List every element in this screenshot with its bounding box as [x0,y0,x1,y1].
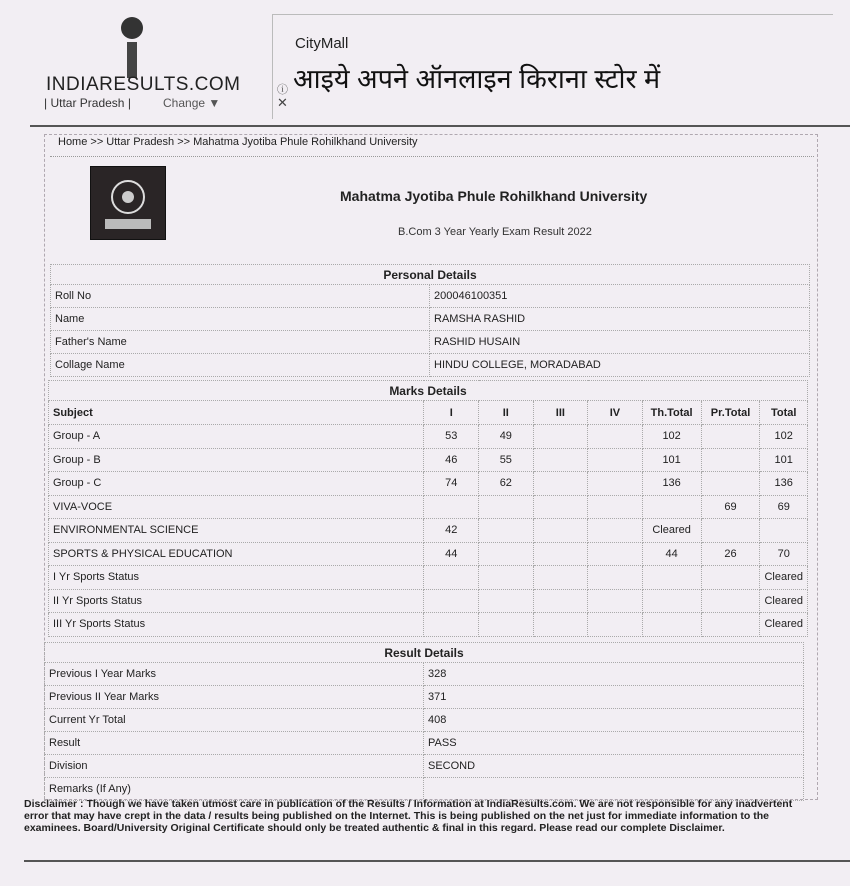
mark-cell [642,589,701,613]
column-header: III [533,401,588,425]
mark-cell: Cleared [642,519,701,543]
table-row [49,425,808,449]
mark-cell [701,519,760,543]
column-header: Pr.Total [701,401,760,425]
mark-cell [479,589,534,613]
mark-cell: 101 [760,448,808,472]
roll-no-value: 200046100351 [430,285,810,308]
subject-cell: I Yr Sports Status [49,566,424,590]
row-label: Name [51,308,430,331]
mark-cell [642,495,701,519]
subject-cell: II Yr Sports Status [49,589,424,613]
row-label: Division [45,755,424,778]
mark-cell [642,613,701,637]
info-icon[interactable]: ⓘ [277,84,288,96]
personal-details-table [50,264,810,377]
mark-cell [533,519,588,543]
mark-cell [424,495,479,519]
mark-cell [588,495,643,519]
mark-cell [479,613,534,637]
prev-2-marks-value: 371 [424,686,804,709]
marks-details-table [48,380,808,637]
table-row [49,495,808,519]
close-icon[interactable]: ✕ [277,95,288,110]
footer-divider [24,860,850,862]
mark-cell: 102 [760,425,808,449]
mark-cell [642,566,701,590]
row-label: Previous II Year Marks [45,686,424,709]
column-header: Subject [49,401,424,425]
division-value: SECOND [424,755,804,778]
subject-cell: Group - A [49,425,424,449]
mark-cell [588,566,643,590]
row-label: Result [45,732,424,755]
table-row [51,354,810,377]
row-label: Roll No [51,285,430,308]
mark-cell [588,542,643,566]
table-row [49,589,808,613]
mark-cell [701,448,760,472]
exam-title: B.Com 3 Year Yearly Exam Result 2022 [398,226,592,238]
mark-cell: 136 [642,472,701,496]
name-value: RAMSHA RASHID [430,308,810,331]
mark-cell [533,566,588,590]
logo-person-icon [112,16,152,80]
change-region-link[interactable]: Change ▼ [163,96,221,110]
site-header [0,0,850,125]
column-header: Th.Total [642,401,701,425]
mark-cell [479,542,534,566]
table-row [45,686,804,709]
mark-cell [533,613,588,637]
mark-cell: 42 [424,519,479,543]
mark-cell: 101 [642,448,701,472]
table-row [45,709,804,732]
table-row [49,519,808,543]
university-logo [90,166,166,240]
college-name-value: HINDU COLLEGE, MORADABAD [430,354,810,377]
mark-cell [533,425,588,449]
table-row [45,755,804,778]
mark-cell: Cleared [760,613,808,637]
father-name-value: RASHID HUSAIN [430,331,810,354]
column-header: Total [760,401,808,425]
mark-cell: 44 [424,542,479,566]
mark-cell: 136 [760,472,808,496]
mark-cell: 26 [701,542,760,566]
university-name: Mahatma Jyotiba Phule Rohilkhand University [340,188,648,204]
marks-header-row [49,401,808,425]
table-row [51,308,810,331]
mark-cell: 70 [760,542,808,566]
row-label: Previous I Year Marks [45,663,424,686]
mark-cell: 74 [424,472,479,496]
mark-cell: 102 [642,425,701,449]
mark-cell [701,613,760,637]
mark-cell [479,519,534,543]
mark-cell: 69 [701,495,760,519]
mark-cell [533,448,588,472]
mark-cell [533,589,588,613]
subject-cell: Group - B [49,448,424,472]
prev-1-marks-value: 328 [424,663,804,686]
table-row [51,331,810,354]
table-row [49,542,808,566]
site-logo-text[interactable]: INDIARESULTS.COM [46,74,241,95]
subject-cell: ENVIRONMENTAL SCIENCE [49,519,424,543]
mark-cell [588,448,643,472]
mark-cell [424,589,479,613]
row-label: Remarks (If Any) [45,778,424,801]
marks-details-heading: Marks Details [49,381,808,401]
table-row [51,285,810,308]
mark-cell: 49 [479,425,534,449]
mark-cell: 53 [424,425,479,449]
mark-cell [588,589,643,613]
mark-cell [701,566,760,590]
subject-cell: SPORTS & PHYSICAL EDUCATION [49,542,424,566]
column-header: IV [588,401,643,425]
subject-cell: VIVA-VOCE [49,495,424,519]
disclaimer-text: Disclaimer : Though we have taken utmost care in publication of the Results / Information at IndiaResults.com. We are not responsible for any inadvertent error that may have crept in the data / results being published on the Internet. This is being published on the net just for immediate information to the examinees. Board/University Original Certificate should only be treated authentic & final in this regard. Please read our complete Disclaimer. [24,798,793,834]
mark-cell [588,472,643,496]
mark-cell [701,589,760,613]
mark-cell [588,519,643,543]
table-row [49,448,808,472]
subject-cell: Group - C [49,472,424,496]
mark-cell [588,613,643,637]
row-label: Father's Name [51,331,430,354]
mark-cell: Cleared [760,589,808,613]
breadcrumb-divider [50,156,814,157]
table-row [49,613,808,637]
result-details-heading: Result Details [45,643,804,663]
column-header: II [479,401,534,425]
table-row [49,566,808,590]
row-label: Collage Name [51,354,430,377]
mark-cell [533,495,588,519]
column-header: I [424,401,479,425]
ad-brand[interactable]: CityMall [295,35,349,52]
mark-cell [701,425,760,449]
mark-cell [701,472,760,496]
row-label: Current Yr Total [45,709,424,732]
mark-cell: 69 [760,495,808,519]
result-value: PASS [424,732,804,755]
ad-headline[interactable]: आइये अपने ऑनलाइन किराना स्टोर में [293,64,661,94]
mark-cell: 62 [479,472,534,496]
mark-cell [424,613,479,637]
region-label: | Uttar Pradesh | [44,96,131,110]
table-row [45,732,804,755]
mark-cell [479,566,534,590]
mark-cell: 46 [424,448,479,472]
result-details-table [44,642,804,801]
mark-cell [533,542,588,566]
subject-cell: III Yr Sports Status [49,613,424,637]
table-row [45,663,804,686]
mark-cell: Cleared [760,566,808,590]
table-row [49,472,808,496]
mark-cell [424,566,479,590]
mark-cell: 44 [642,542,701,566]
ad-banner[interactable] [272,14,833,119]
mark-cell [533,472,588,496]
mark-cell [760,519,808,543]
mark-cell [479,495,534,519]
mark-cell [588,425,643,449]
mark-cell: 55 [479,448,534,472]
current-total-value: 408 [424,709,804,732]
personal-details-heading: Personal Details [51,265,810,285]
breadcrumb[interactable]: Home >> Uttar Pradesh >> Mahatma Jyotiba Phule Rohilkhand University [58,136,418,148]
header-divider [30,125,850,127]
